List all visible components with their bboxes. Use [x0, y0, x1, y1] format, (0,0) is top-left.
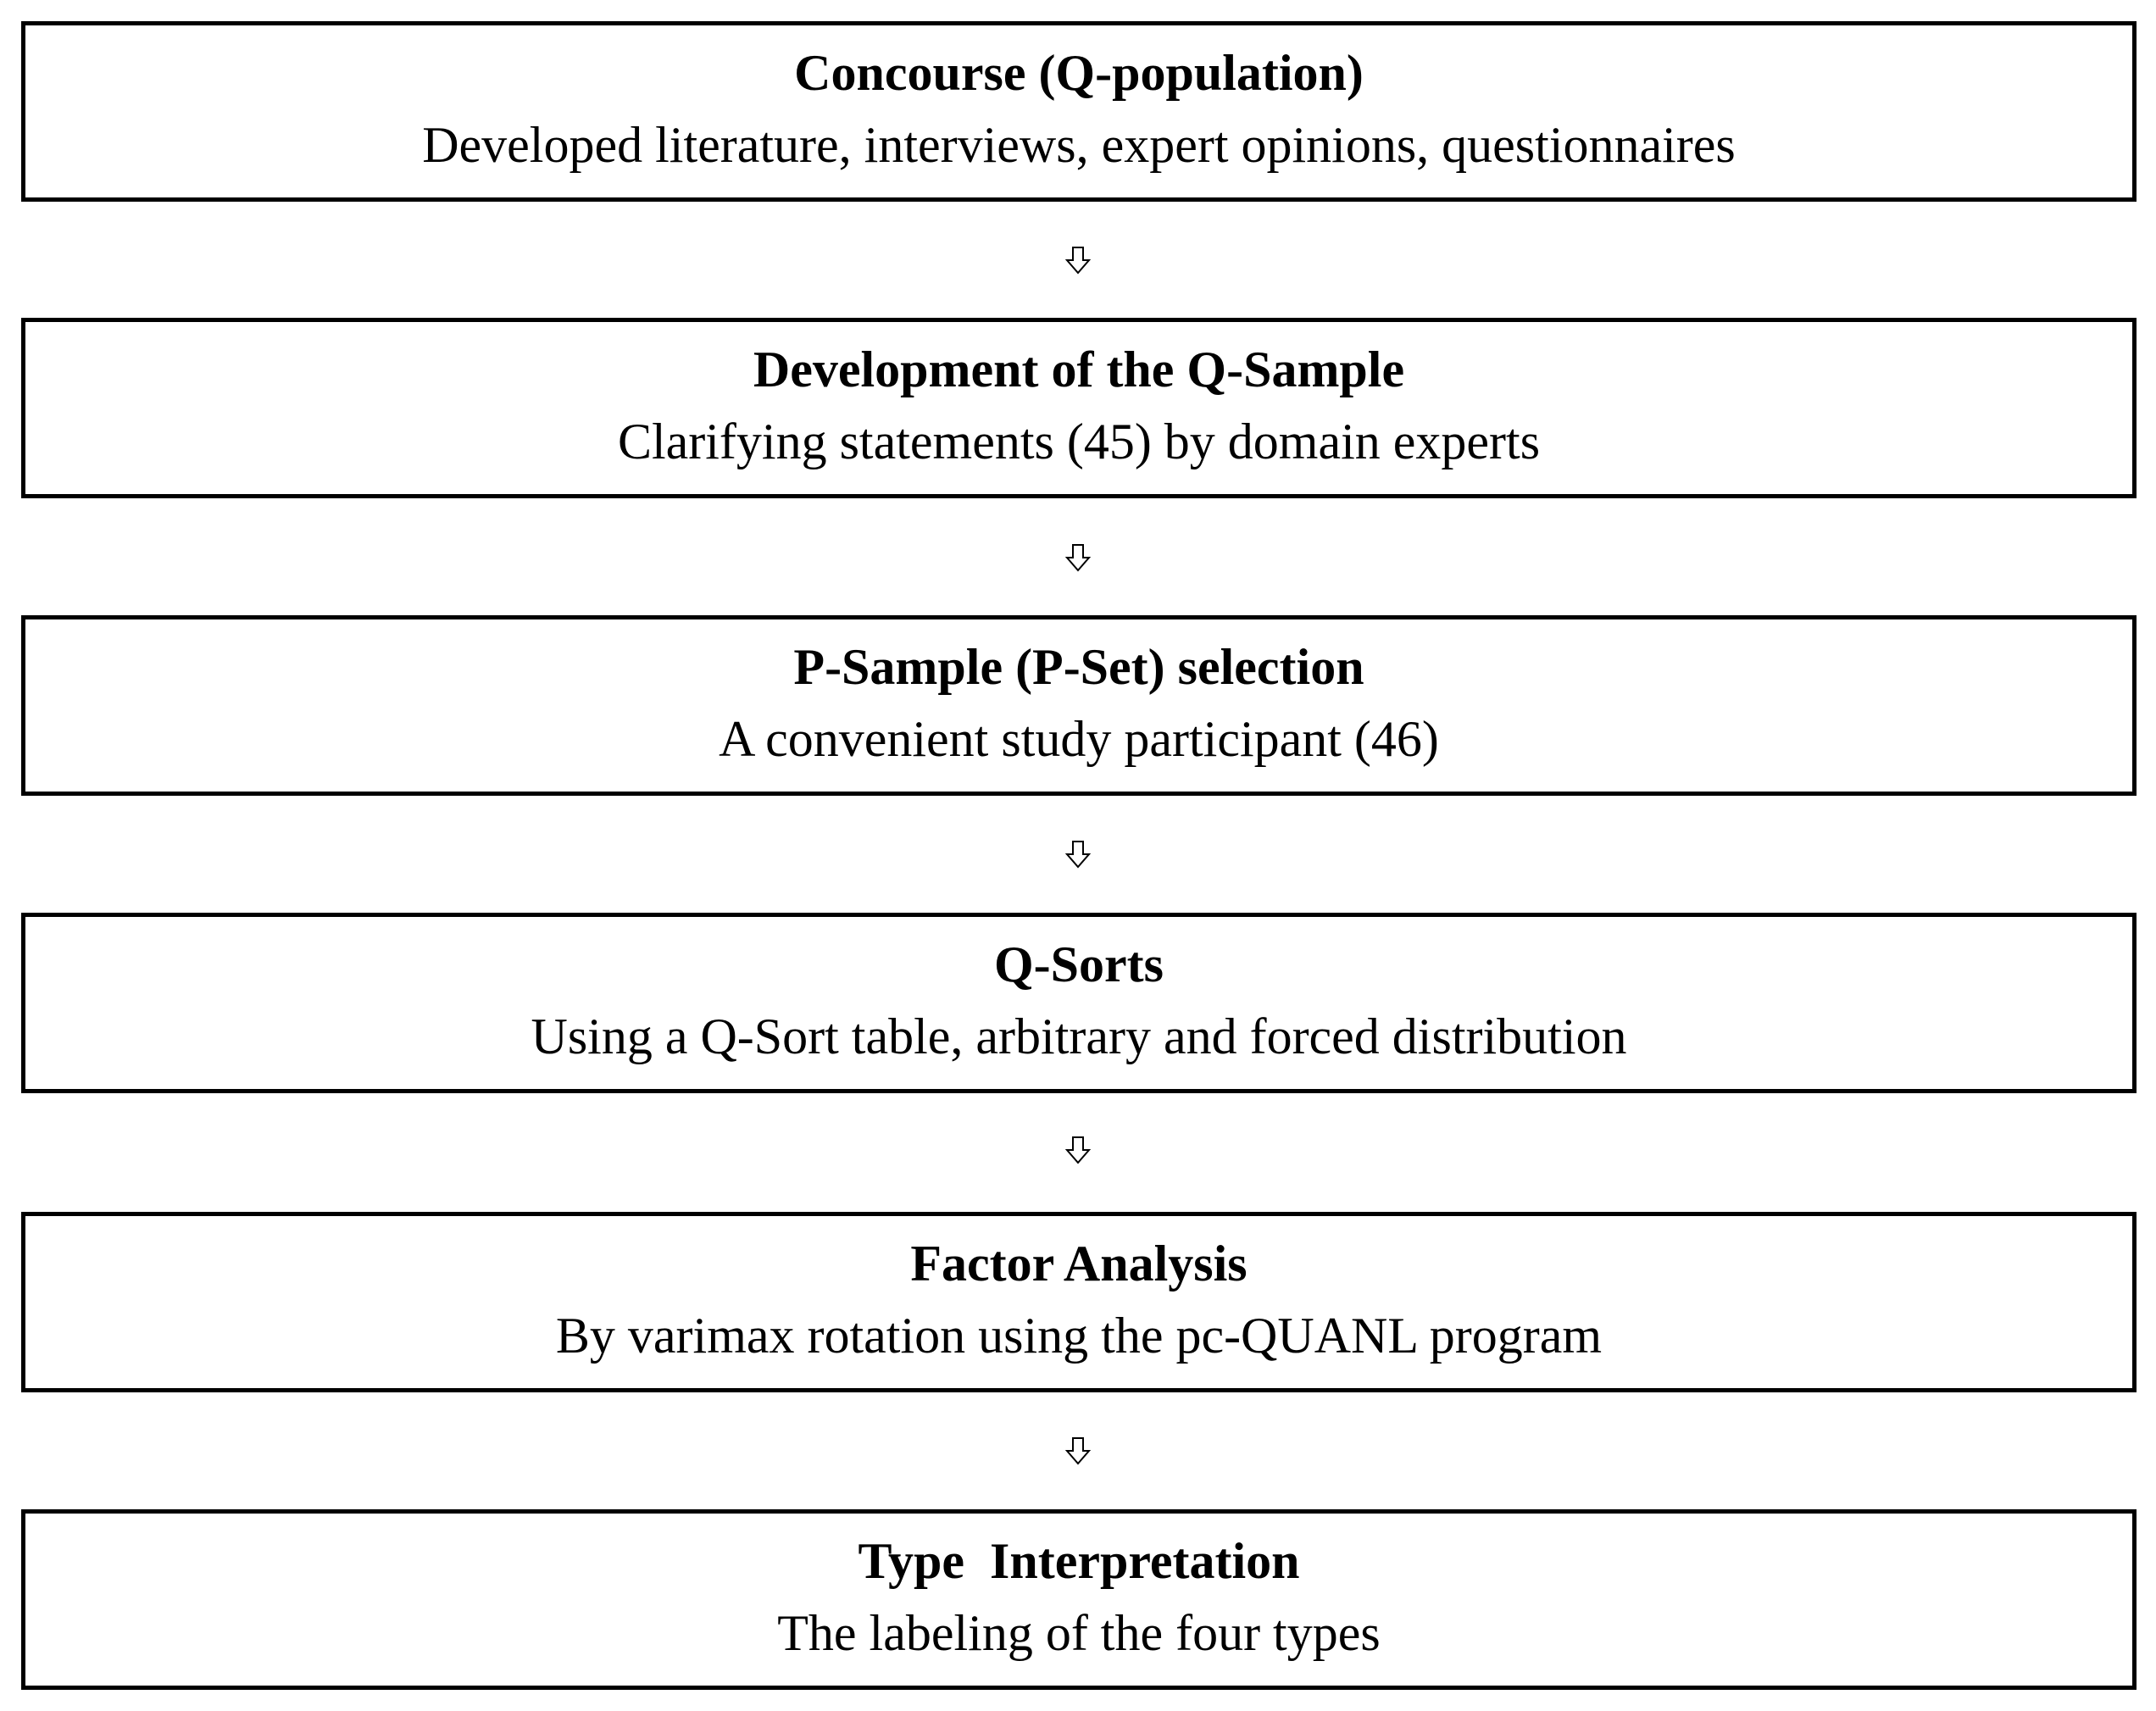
down-arrow-icon [1064, 840, 1092, 869]
step-title: Concourse (Q-population) [794, 44, 1364, 101]
step-description: By varimax rotation using the pc-QUANL program [555, 1307, 1603, 1364]
step-box-q-sample [21, 318, 2137, 498]
down-arrow-icon [1064, 543, 1092, 572]
step-description: The labeling of the four types [777, 1604, 1381, 1661]
step-box-p-sample [21, 615, 2137, 796]
step-box-q-sorts [21, 913, 2137, 1093]
down-arrow-icon [1064, 246, 1092, 275]
step-description: Clarifying statements (45) by domain experts [617, 413, 1541, 469]
step-title: P-Sample (P-Set) selection [793, 638, 1364, 695]
step-description: A convenient study participant (46) [719, 710, 1439, 767]
step-description: Using a Q-Sort table, arbitrary and forced distribution [531, 1008, 1627, 1064]
step-box-factor-analysis [21, 1212, 2137, 1392]
step-title: Development of the Q-Sample [753, 341, 1405, 397]
step-title: Q-Sorts [994, 936, 1164, 992]
step-description: Developed literature, interviews, expert opinions, questionnaires [422, 116, 1736, 173]
down-arrow-icon [1064, 1136, 1092, 1164]
step-box-concourse [21, 21, 2137, 202]
step-title: Type Interpretation [858, 1532, 1300, 1589]
step-box-type-interpretation [21, 1509, 2137, 1690]
down-arrow-icon [1064, 1436, 1092, 1465]
step-title: Factor Analysis [910, 1235, 1247, 1292]
